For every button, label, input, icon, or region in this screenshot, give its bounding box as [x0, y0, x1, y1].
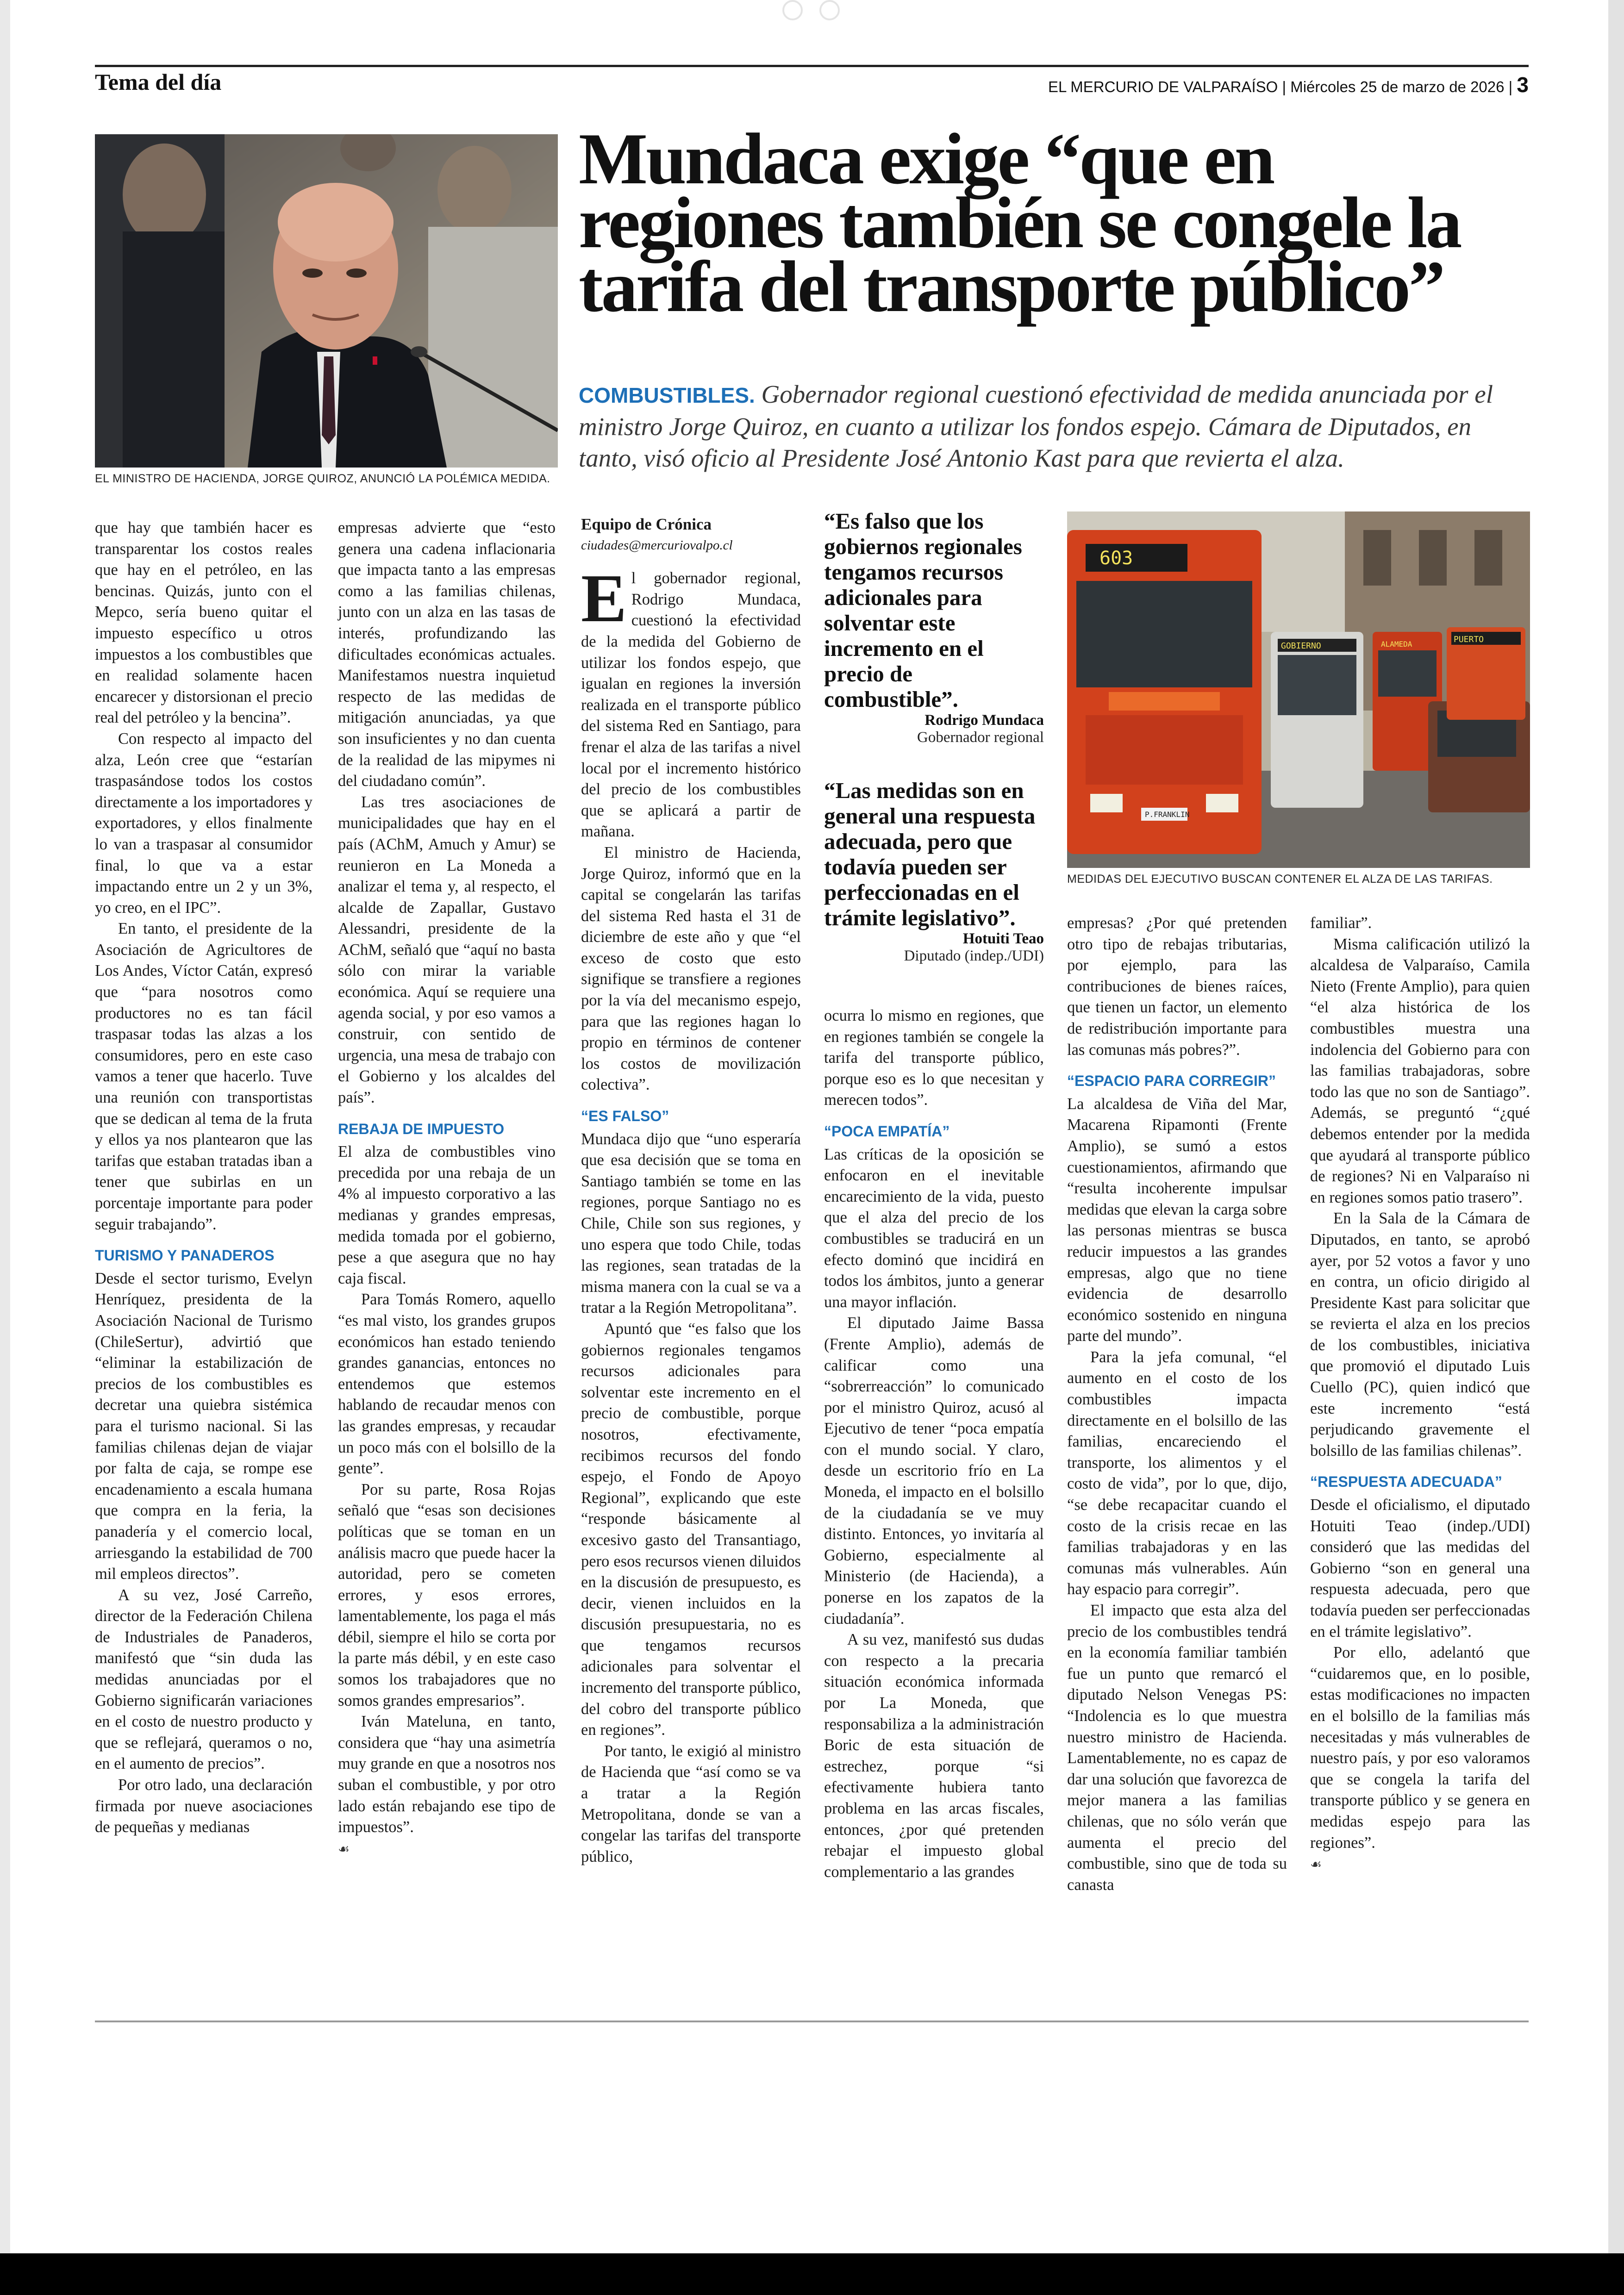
page-left-edge	[0, 0, 10, 2295]
paragraph: Para Tomás Romero, aquello “es mal visto, los grandes grupos económicos han estado teniendo grandes ganancias, entonces no entendemos que estemos hablando de recaudar menos con las grandes empresas, y recaudar un poco más con el bolsillo de la gente”.	[338, 1291, 556, 1478]
paragraph: A su vez, José Carreño, director de la Federación Chilena de Industriales de Panaderos, manifestó que “sin duda las medidas anunciadas por el Gobierno significarán variaciones en el costo de nuestro producto y que se reflejará, queramos o no, en el aumento de precios”.	[95, 1586, 312, 1773]
deck	[579, 379, 1530, 474]
quote-role: Diputado (indep./UDI)	[904, 948, 1044, 964]
issue-date: Miércoles 25 de marzo de 2026	[1290, 78, 1505, 95]
paragraph: El alza de combustibles vino precedida por una rebaja de un 4% al impuesto corporativo a las medianas y grandes empresas, medida tomada por el gobierno, pese a que asegura que no hay caja fiscal.	[338, 1143, 556, 1287]
byline-name: Equipo de Crónica	[581, 515, 712, 533]
paragraph: Desde el oficialismo, el diputado Hotuiti Teao (indep./UDI) consideró que las medidas del Gobierno “son en general una respuesta adecuada, pero que todavía pueden ser perfeccionadas en el trámite legislativo”.	[1310, 1496, 1530, 1640]
quote-role: Gobernador regional	[917, 729, 1044, 746]
end-mark: ☙	[1310, 1857, 1322, 1872]
column-4	[824, 1005, 1044, 1883]
paragraph: El diputado Jaime Bassa (Frente Amplio), además de calificar como una “sobrerreacción” lo comunicado por el ministro Quiroz, acusó al Ejecutivo de tener “poca empatía con el mundo social. Y claro, desde un escritorio frío en La Moneda, el impacto en el bolsillo de la ciudadanía se ve muy distinto. Entonces, yo invitaría al Gobierno, especialmente al Ministerio (de Hacienda), a ponerse en los zapatos de la ciudadanía”.	[824, 1314, 1044, 1628]
buses-photo-illustration	[1067, 511, 1530, 868]
paragraph: El impacto que esta alza del precio de los combustibles tendrá en la economía familiar también fue un punto que remarcó el diputado Nelson Venegas PS: “Indolencia es lo que muestra nuestro ministro de Hacienda. Lamentablemente, no es capaz de dar una solución que favorezca de mejor manera a las familias chilenas, que no sólo verán que aumenta el precio del combustible, sino que de toda su canasta	[1067, 1602, 1287, 1894]
paragraph: Para la jefa comunal, “el aumento en el costo de los combustibles impacta directamente en el bolsillo de las familias, encareciendo el transporte, los alimentos y el costo de vida”, por lo que, dijo, “se debe recapacitar cuando el costo de la crisis recae en las familias trabajadoras y en las comunas más vulnerables. Aún hay espacio para corregir”.	[1067, 1348, 1287, 1598]
page-indicator-dot[interactable]	[782, 0, 803, 20]
paragraph: Por tanto, le exigió al ministro de Hacienda que “así como se va a tratar a la Región Metropolitana, donde se van a congelar las tarifas del transporte público,	[581, 1742, 801, 1865]
paragraph: familiar”.	[1310, 914, 1372, 932]
kicker: COMBUSTIBLES.	[579, 383, 755, 407]
column-2	[338, 518, 556, 1859]
quote-text: “Es falso que los gobiernos regionales tengamos recursos adicionales para solventar este incremento en el precio de combustible”.	[824, 508, 1022, 712]
column-5	[1067, 913, 1287, 1896]
paragraph: que hay que también hacer es transparentar los costos reales que hay en el petróleo, en las bencinas. Quizás, junto con el Mepco, sería bueno quitar el impuesto específico u otros impuestos a los combustibles que en realidad solamente hacen encarecer y distorsionan el precio real del petróleo y la bencina”.	[95, 519, 312, 727]
paragraph: ocurra lo mismo en regiones, que en regiones también se congele la tarifa del transporte público, porque eso es lo que necesitan y merecen todos”.	[824, 1007, 1044, 1109]
bus-route-sign: GOBIERNO	[1281, 641, 1321, 651]
paragraph: La alcaldesa de Viña del Mar, Macarena Ripamonti (Frente Amplio), se sumó a estos cuestionamientos, afirmando que “resulta incoherente impulsar medidas que elevan la carga sobre las personas mientras se busca reducir impuestos a las grandes empresas, algo que no tiene evidencia de desarrollo económico sostenido en ninguna parte del mundo”.	[1067, 1095, 1287, 1345]
paragraph: En la Sala de la Cámara de Diputados, en tanto, se aprobó ayer, por 52 votos a favor y uno en contra, un oficio dirigido al Presidente Kast para solicitar que se revierta el alza en los precios de los combustibles, iniciativa que promovió el diputado Luis Cuello (PC), quien indicó que este incremento “está perjudicando gravemente el bolsillo de las familias chilenas”.	[1310, 1210, 1530, 1459]
quote-author: Hotuiti Teao	[962, 930, 1044, 947]
end-mark: ☙	[338, 1841, 350, 1857]
paragraph: Las tres asociaciones de municipalidades que hay en el país (AChM, Amuch y Amur) se reunieron en La Moneda a analizar el tema y, al respecto, el alcalde de Zapallar, Gustavo Alessandri, presidente de la AChM, señaló que “aquí no basta sólo con mirar la variable económica. Aquí se requiere una agenda social, y por eso vamos a construir, con sentido de urgencia, una mesa de trabajo con el Gobierno y los alcaldes del país”.	[338, 793, 556, 1107]
buses-photo	[1067, 511, 1530, 868]
quote-author: Rodrigo Mundaca	[924, 712, 1044, 729]
lead-paragraph	[581, 561, 801, 842]
subheading: “POCA EMPATÍA”	[824, 1123, 950, 1140]
paragraph: Las críticas de la oposición se enfocaron en el inevitable encarecimiento de la vida, puesto que el alza del precio de los combustibles se traducirá en un efecto dominó que incidirá en todos los ámbitos, junto a generar una mayor inflación.	[824, 1145, 1044, 1311]
page-indicator-dot[interactable]	[819, 0, 840, 20]
pull-quote-1	[824, 508, 1044, 746]
page-number: 3	[1517, 73, 1529, 97]
subheading: “RESPUESTA ADECUADA”	[1310, 1473, 1502, 1491]
photo2-caption: MEDIDAS DEL EJECUTIVO BUSCAN CONTENER EL ALZA DE LAS TARIFAS.	[1067, 873, 1493, 886]
paragraph: Iván Mateluna, en tanto, considera que “hay una asimetría muy grande en que a nosotros nos suban el combustible, y por otro lado están rebajando ese tipo de impuestos”.	[338, 1713, 556, 1836]
paragraph: empresas advierte que “esto genera una cadena inflacionaria que impacta tanto a las empresas como a las familias chilenas, junto con un alza en las tasas de interés, profundizando las dificultades económicas actuales. Manifestamos nuestra inquietud respecto de las medidas de mitigación anunciadas, ya que son insuficientes y no dan cuenta de la realidad de las mipymes ni del ciudadano común”.	[338, 519, 556, 790]
bus-plate: P.FRANKLIN	[1145, 810, 1190, 819]
column-1	[95, 518, 312, 1838]
subheading: “ESPACIO PARA CORREGIR”	[1067, 1073, 1276, 1090]
bottom-black-bar	[0, 2253, 1624, 2295]
subheading: “ES FALSO”	[581, 1108, 669, 1125]
scrollbar-track[interactable]	[1608, 0, 1624, 2295]
paragraph: Por ello, adelantó que “cuidaremos que, en lo posible, estas modificaciones no impacten en el bolsillo de la familias más necesitadas y más vulnerables de nuestro país, y por eso valoramos que se congela la tarifa del transporte público y se genera en medidas espejo para las regiones”.	[1310, 1644, 1530, 1852]
paragraph: Desde el sector turismo, Evelyn Henríquez, presidenta de la Asociación Nacional de Turismo (ChileSertur), advirtió que “eliminar la estabilización de precios de los combustibles es decretar una quiebra sistémica para el turismo nacional. Si las familias chilenas dejan de viajar por falta de caja, se rompe ese encadenamiento a escala humana que compra en la feria, la panadería y el comercio local, arriesgando la estabilidad de 700 mil empleos directos”.	[95, 1269, 312, 1583]
headline: Mundaca exige “que en regiones también se congele la tarifa del transporte público”	[579, 118, 1461, 327]
drop-cap: E	[581, 561, 627, 637]
newspaper-name: EL MERCURIO DE VALPARAÍSO	[1048, 78, 1278, 95]
column-6	[1310, 913, 1530, 1875]
lead-text: l gobernador regional, Rodrigo Mundaca, cuestionó la efectividad de la medida del Gobierno de utilizar los fondos espejo, que igualan en regiones la inversión realizada en el transporte público del sistema Red en Santiago, para frenar el alza de las tarifas a nivel local por el incremento histórico del precio de los combustibles que se aplicará a partir de mañana.	[581, 569, 801, 841]
quote-text: “Las medidas son en general una respuesta adecuada, pero que todavía pueden ser perfeccionadas en el trámite legislativo”.	[824, 778, 1036, 930]
paragraph: Misma calificación utilizó la alcaldesa de Valparaíso, Camila Nieto (Frente Amplio), para quien “el alza histórica de los combustibles muestra una indolencia del Gobierno para con las familias trabajadoras, sobre todo las que no son de Santiago”. Además, se preguntó “¿qué debemos entender por la medida que ayudará al transporte público de regiones? Ni en Valparaíso ni en regiones somos patio trasero”.	[1310, 935, 1530, 1206]
header-rule	[95, 65, 1529, 67]
column-3	[581, 514, 801, 1867]
subheading: REBAJA DE IMPUESTO	[338, 1120, 505, 1137]
photo1-caption: EL MINISTRO DE HACIENDA, JORGE QUIROZ, ANUNCIÓ LA POLÉMICA MEDIDA.	[95, 472, 550, 485]
paragraph: Por otro lado, una declaración firmada por nueve asociaciones de pequeñas y medianas	[95, 1776, 312, 1836]
subheading: TURISMO Y PANADEROS	[95, 1247, 275, 1264]
paragraph: empresas? ¿Por qué pretenden otro tipo de rebajas tributarias, por ejemplo, para las contribuciones de bienes raíces, que tienen un factor, un elemento de redistribución importante para las comunas más pobres?”.	[1067, 914, 1287, 1059]
minister-photo	[95, 134, 558, 468]
paragraph: A su vez, manifestó sus dudas con respecto a la precaria situación económica informada por La Moneda, que responsabiliza a la administración Boric de esta situación de estrechez, porque “si efectivamente hubiera tanto problema en las arcas fiscales, entonces, ¿por qué pretenden rebajar el impuesto global complementario a las grandes	[824, 1631, 1044, 1881]
bus-route-sign: 603	[1099, 548, 1133, 569]
pull-quote-2	[824, 778, 1044, 965]
section-title: Tema del día	[95, 69, 222, 95]
paragraph: Con respecto al impacto del alza, León cree que “estarían traspasándose todos los costos directamente a los importadores y exportadores, y ellos finalmente lo van a traspasar al consumidor final, lo que va a estar impactando entre un 2 y un 3%, yo creo, en el IPC”.	[95, 730, 312, 917]
masthead: EL MERCURIO DE VALPARAÍSO | Miércoles 25 de marzo de 2026 | 3	[1048, 73, 1529, 97]
deck-text: Gobernador regional cuestionó efectividad de medida anunciada por el ministro Jorge Quiroz, en cuanto a utilizar los fondos espejo. Cámara de Diputados, en tanto, visó oficio al Presidente José Antonio Kast para que revierta el alza.	[579, 380, 1493, 472]
footer-rule	[95, 2021, 1529, 2022]
paragraph: El ministro de Hacienda, Jorge Quiroz, informó que en la capital se congelarán las tarifas del sistema Red hasta el 31 de diciembre de este año y que “el exceso de costo que esto signifique se transfiere a regiones por la vía del mecanismo espejo, para que las regiones hagan lo propio en términos de contener los costos de movilización colectiva”.	[581, 843, 801, 1094]
paragraph: Apuntó que “es falso que los gobiernos regionales tengamos recursos adicionales para solventar este incremento en el precio de combustible, porque nosotros, efectivamente, recibimos recursos del fondo espejo, el Fondo de Apoyo Regional”, explicando que este “responde básicamente al excesivo gasto del Transantiago, pero esos recursos vienen diluidos en la discusión de presupuesto, es decir, vienen incluidos en la discusión presupuestaria, no es que tengamos recursos adicionales para solventar el incremento del transporte público, del cobro del transporte público en regiones”.	[581, 1320, 801, 1739]
byline-email: ciudades@mercuriovalpo.cl	[581, 537, 733, 553]
paragraph: Por su parte, Rosa Rojas señaló que “esas son decisiones políticas que se toman en un análisis macro que puede hacer la autoridad, pero se cometen errores, y esos errores, lamentablemente, los paga el más débil, siempre el hilo se corta por la parte más débil, y en este caso somos los trabajadores que no somos grandes empresarios”.	[338, 1480, 556, 1709]
bus-route-sign: ALAMEDA	[1381, 640, 1412, 649]
paragraph: Mundaca dijo que “uno esperaría que esa decisión que se toma en Santiago también se tome en las regiones, porque Santiago no es Chile, Chile son sus regiones, y uno espera que todo Chile, todas las regiones, sean tratadas de la misma manera con la cual se va a tratar a la Región Metropolitana”.	[581, 1130, 801, 1317]
bus-route-sign: PUERTO	[1454, 635, 1484, 644]
minister-photo-illustration	[95, 134, 558, 468]
paragraph: En tanto, el presidente de la Asociación de Agricultores de Los Andes, Víctor Catán, expresó que “para nosotros como productores no es tan fácil traspasar todas las alzas a los consumidores, pero en este caso vamos a tener que hacerlo. Tuve una reunión con transportistas que se dedican al tema de la fruta y ellos ya nos plantearon que las tarifas que estaban tratadas iban a tener que subirlas en un porcentaje importante para poder seguir trabajando”.	[95, 920, 312, 1233]
